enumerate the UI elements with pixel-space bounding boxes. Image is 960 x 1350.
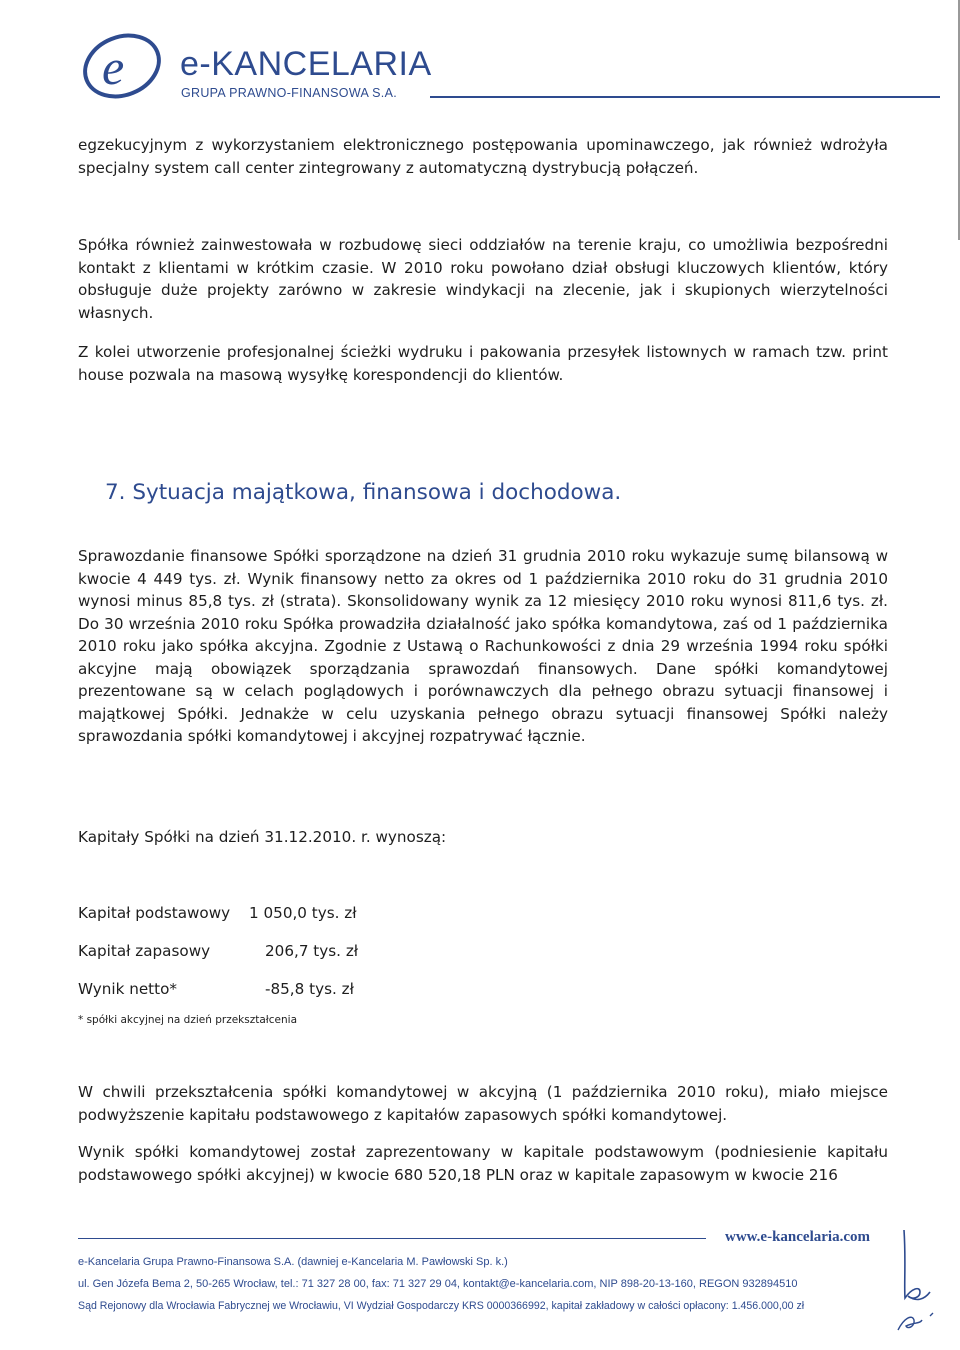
footnote: * spółki akcyjnej na dzień przekształcenia [78,1014,298,1026]
paragraph-6: Wynik spółki komandytowej został zaprezentowany w kapitale podstawowym (podniesienie kapitału podstawowego spółki akcyjnej) w kwocie 680 520,18 PLN oraz w kapitale zapasowym w kwocie 216 [78,1143,888,1184]
brand-name: e-KANCELARIA [180,45,432,83]
capital-row [78,978,354,1000]
paragraph-3: Z kolei utworzenie profesjonalnej ścieżki wydruku i pakowania przesyłek listownych w ramach tzw. print house pozwala na masową wysyłkę korespondencji do klientów. [78,343,888,384]
brand-subtitle: GRUPA PRAWNO-FINANSOWA S.A. [181,86,397,100]
e-kancelaria-logo-icon [78,24,166,102]
capital-intro: Kapitały Spółki na dzień 31.12.2010. r. wynoszą: [78,828,447,846]
footer-website-link[interactable]: www.e-kancelaria.com [725,1229,870,1245]
svg-text:e: e [102,39,125,95]
header-rule [430,96,940,98]
capital-value: -85,8 tys. zł [265,980,354,998]
section-heading: 7. Sytuacja majątkowa, finansowa i dochodowa. [105,480,622,505]
paragraph-2: Spółka również zainwestowała w rozbudowę sieci oddziałów na terenie kraju, co umożliwia bezpośredni kontakt z klientami w krótkim czasie. W 2010 roku powołano dział obsługi kluczowych klientów, który obsługuje duże projekty zarówno w zakresie windykacji na zlecenie, jak i skupionych wierzytelności własnych. [78,236,888,322]
capital-value: 1 050,0 tys. zł [249,904,357,922]
capital-row [78,940,359,962]
footer-company-line: e-Kancelaria Grupa Prawno-Finansowa S.A. (dawniej e-Kancelaria M. Pawłowski Sp. k.) [78,1256,508,1268]
footer-registry-line: Sąd Rejonowy dla Wrocławia Fabrycznej we Wrocławiu, VI Wydział Gospodarczy KRS 0000366992, kapitał zakładowy w całości opłacony: 1.456.000,00 zł [78,1300,805,1312]
capital-value: 206,7 tys. zł [265,942,359,960]
capital-label: Wynik netto* [78,980,177,998]
capital-label: Kapitał zapasowy [78,942,211,960]
capital-label: Kapitał podstawowy [78,904,231,922]
paragraph-5: W chwili przekształcenia spółki komandytowej w akcyjną (1 października 2010 roku), miało miejsce podwyższenie kapitału podstawowego z kapitałów zapasowych spółki komandytowej. [78,1083,888,1124]
paragraph-1: egzekucyjnym z wykorzystaniem elektronicznego postępowania upominawczego, jak również wdrożyła specjalny system call center zintegrowany z automatyczną dystrybucją połączeń. [78,136,888,177]
paragraph-4: Sprawozdanie finansowe Spółki sporządzone na dzień 31 grudnia 2010 roku wykazuje sumę bilansową w kwocie 4 449 tys. zł. Wynik finansowy netto za okres od 1 października 2010 roku do 31 grudnia 2010 wynosi minus 85,8 tys. zł (strata). Skonsolidowany wynik za 12 miesięcy 2010 roku wynosi 811,6 tys. zł. Do 30 września 2010 roku Spółka prowadziła działalność jako spółka komandytowa, zaś od 1 października 2010 roku jako spółka akcyjna. Zgodnie z Ustawą o Rachunkowości z dnia 29 września 1994 roku spółki akcyjne mają obowiązek sporządzania sprawozdań finansowych. Dane spółki komandytowej prezentowane są w celach poglądowych i porównawczych dla pełnego obrazu sytuacji finansowej i majątkowej Spółki. Jednakże w celu uzyskania pełnego obrazu sytuacji finansowej Spółki należy sprawozdania spółki komandytowej i akcyjnej rozpatrywać łącznie. [78,547,888,745]
handwritten-signature-icon [890,1210,950,1340]
footer-address-line: ul. Gen Józefa Bema 2, 50-265 Wrocław, tel.: 71 327 28 00, fax: 71 327 29 04, kontakt@e-kancelaria.com, NIP 898-20-13-160, REGON 932894510 [78,1278,798,1290]
capital-row [78,902,357,924]
footer-rule [78,1238,706,1239]
